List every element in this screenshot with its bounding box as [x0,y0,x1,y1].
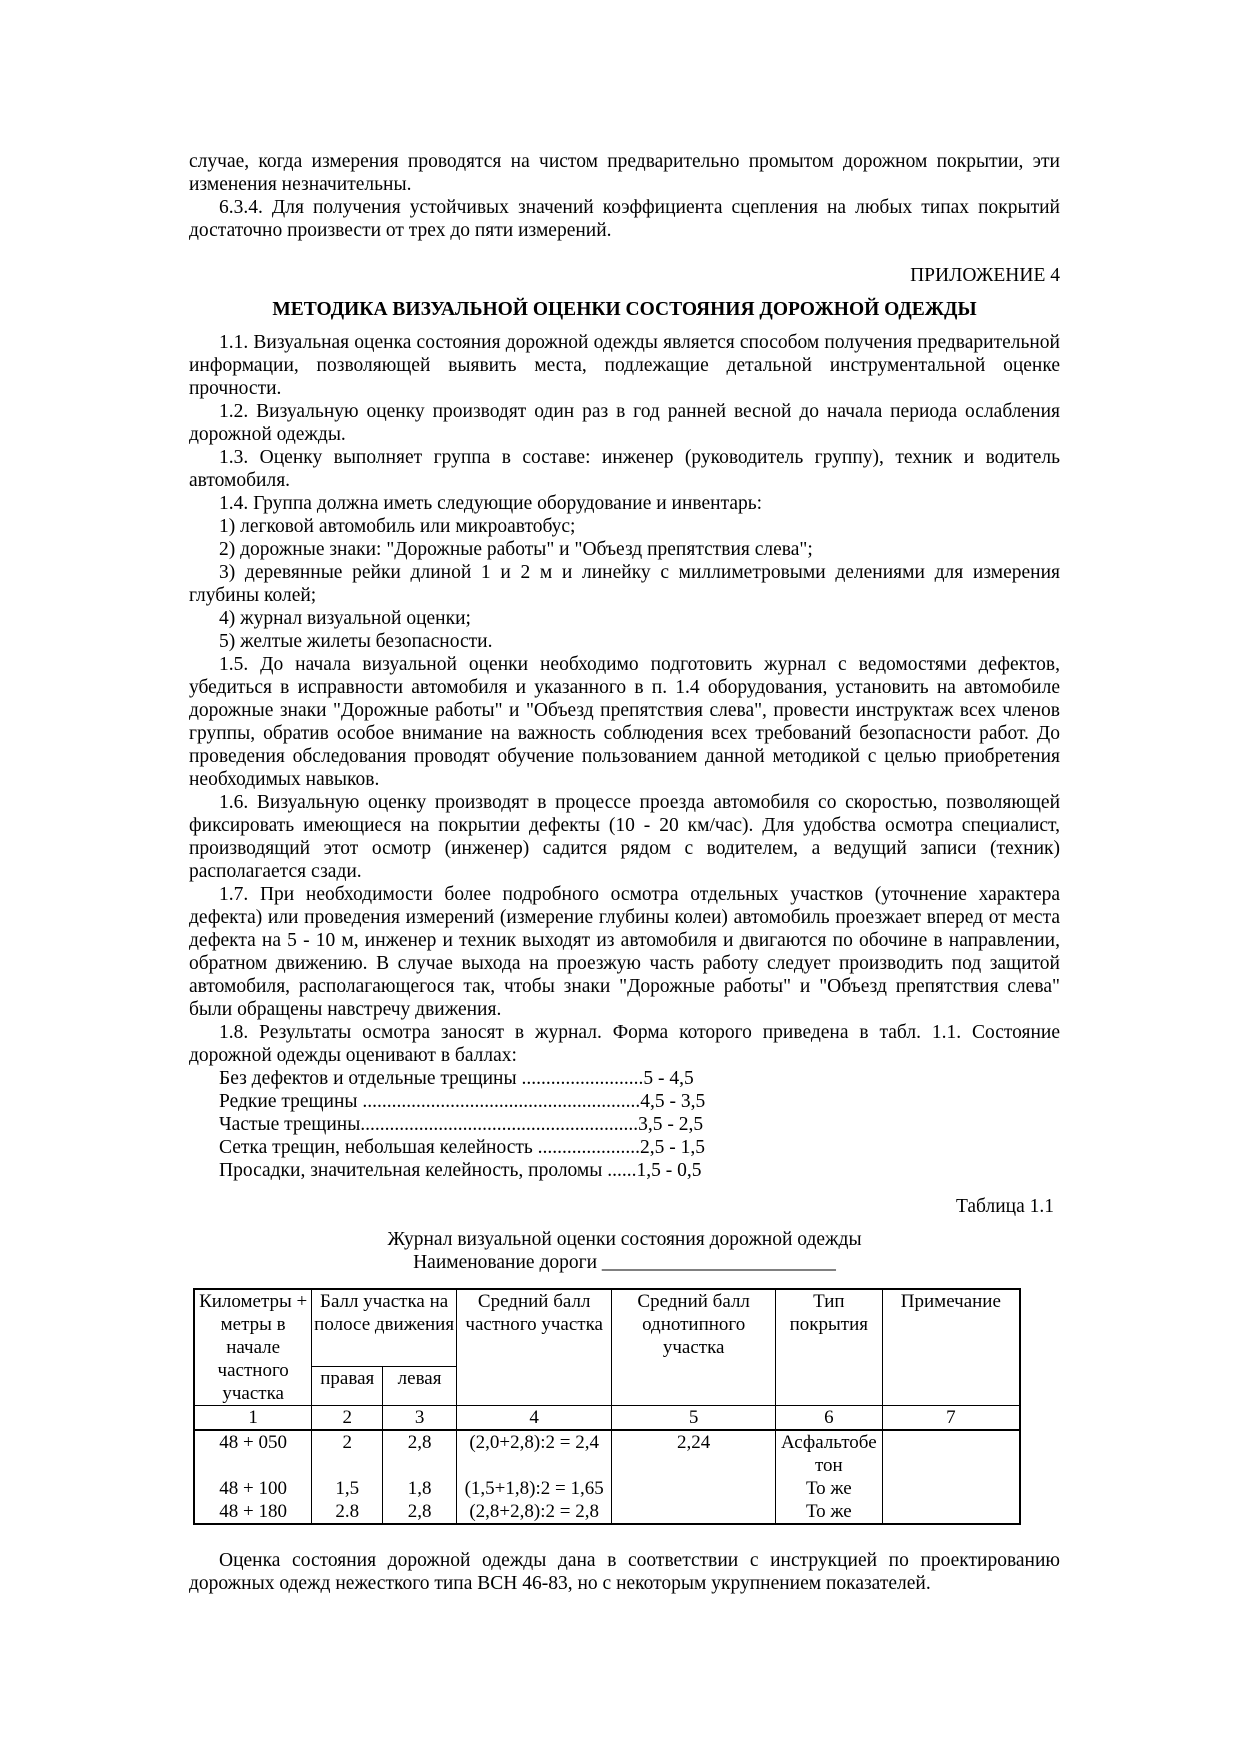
cell-km: 48 + 180 [194,1500,312,1524]
header-right: правая [312,1366,383,1405]
cell-surface: То же [775,1500,882,1524]
road-name-line: Наименование дороги ________________________ [413,1252,836,1273]
header-surface: Тип покрытия [775,1289,882,1406]
cell-surface: То же [775,1477,882,1500]
cell-avg-private: (2,8+2,8):2 = 2,8 [456,1500,611,1524]
paragraph-1-4: 1.4. Группа должна иметь следующие оборудование и инвентарь: [219,493,763,514]
cell-surface: Асфальтобетон [775,1430,882,1477]
column-number: 1 [194,1406,312,1431]
score-item: Редкие трещины .........................................................4,5 - 3,5 [219,1091,706,1112]
cell-right: 1,5 [312,1477,383,1500]
header-left: левая [383,1366,457,1405]
appendix-label: ПРИЛОЖЕНИЕ 4 [910,265,1060,286]
paragraph-1-1: 1.1. Визуальная оценка состояния дорожной одежды является способом получения предварительной информации, позволяющей выявить места, подлежащие детальной инструментальной оценке прочности. [189,332,1060,399]
header-note: Примечание [882,1289,1020,1406]
header-score-lane: Балл участка на полосе движения [312,1289,457,1366]
cell-km: 48 + 050 [194,1430,312,1477]
paragraph-1-3: 1.3. Оценку выполняет группа в составе: инженер (руководитель группу), техник и водитель автомобиля. [189,447,1060,491]
table-caption: Журнал визуальной оценки состояния дорожной одежды [387,1229,862,1250]
cell-note [882,1430,1020,1477]
closing-paragraph: Оценка состояния дорожной одежды дана в соответствии с инструкцией по проектированию дорожных одежд нежесткого типа ВСН 46-83, но с некоторым укрупнением показателей. [189,1550,1060,1594]
intro-paragraph-1: случае, когда измерения проводятся на чистом предварительно промытом дорожном покрытии, эти изменения незначительны. [189,151,1060,195]
cell-avg-same [612,1477,776,1500]
paragraph-1-6: 1.6. Визуальную оценку производят в процессе проезда автомобиля со скоростью, позволяющей фиксировать имеющиеся на покрытии дефекты (10 - 20 км/час). Для удобства осмотра специалист, производящий этот осмотр (инженер) садится рядом с водителем, а ведущий записи (техник) располагается сзади. [189,792,1060,882]
table-caption-block [189,1228,1060,1274]
page-title: МЕТОДИКА ВИЗУАЛЬНОЙ ОЦЕНКИ СОСТОЯНИЯ ДОРОЖНОЙ ОДЕЖДЫ [272,299,977,320]
cell-avg-same: 2,24 [612,1430,776,1477]
column-number: 4 [456,1406,611,1431]
paragraph-1-8: 1.8. Результаты осмотра заносят в журнал. Форма которого приведена в табл. 1.1. Состояние дорожной одежды оценивают в баллах: [189,1022,1060,1066]
table-row [194,1430,1020,1477]
paragraph-1-2: 1.2. Визуальную оценку производят один раз в год ранней весной до начала периода ослабления дорожной одежды. [189,401,1060,445]
column-number: 2 [312,1406,383,1431]
column-number: 7 [882,1406,1020,1431]
equipment-item-3: 3) деревянные рейки длиной 1 и 2 м и линейку с миллиметровыми делениями для измерения глубины колей; [189,562,1060,606]
score-item: Сетка трещин, небольшая келейность .....................2,5 - 1,5 [219,1137,706,1158]
equipment-item-4: 4) журнал визуальной оценки; [219,608,471,629]
journal-table [193,1288,1021,1525]
equipment-item-5: 5) желтые жилеты безопасности. [219,631,493,652]
header-avg-private: Средний балл частного участка [456,1289,611,1406]
equipment-item-2: 2) дорожные знаки: "Дорожные работы" и "Объезд препятствия слева"; [219,539,813,560]
table-number: Таблица 1.1 [955,1196,1054,1217]
document-page [189,150,1060,1595]
cell-right: 2.8 [312,1500,383,1524]
cell-avg-same [612,1500,776,1524]
header-km: Километры + метры в начале частного участка [194,1289,312,1406]
equipment-item-1: 1) легковой автомобиль или микроавтобус; [219,516,576,537]
column-number: 6 [775,1406,882,1431]
cell-note [882,1500,1020,1524]
cell-right: 2 [312,1430,383,1477]
cell-avg-private: (1,5+1,8):2 = 1,65 [456,1477,611,1500]
cell-left: 2,8 [383,1430,457,1477]
score-item: Частые трещины.........................................................3,5 - 2,5 [219,1114,704,1135]
cell-left: 1,8 [383,1477,457,1500]
intro-paragraph-2: 6.3.4. Для получения устойчивых значений коэффициента сцепления на любых типах покрытий достаточно произвести от трех до пяти измерений. [189,197,1060,241]
cell-km: 48 + 100 [194,1477,312,1500]
paragraph-1-7: 1.7. При необходимости более подробного осмотра отдельных участков (уточнение характера дефекта) или проведения измерений (измерение глубины колеи) автомобиль проезжает вперед от места дефекта на 5 - 10 м, инженер и техник выходят из автомобиля и двигаются по обочине в направлении, обратном движению. В случае выхода на проезжую часть работу следует производить под защитой автомобиля, располагающегося так, чтобы знаки "Дорожные работы" и "Объезд препятствия слева" были обращены навстречу движения. [189,884,1060,1020]
cell-avg-private: (2,0+2,8):2 = 2,4 [456,1430,611,1477]
score-item: Без дефектов и отдельные трещины .........................5 - 4,5 [219,1068,694,1089]
score-item: Просадки, значительная келейность, проломы ......1,5 - 0,5 [219,1160,702,1181]
cell-left: 2,8 [383,1500,457,1524]
column-number: 3 [383,1406,457,1431]
column-number: 5 [612,1406,776,1431]
header-avg-same: Средний балл однотипного участка [612,1289,776,1406]
table-row [194,1477,1020,1500]
cell-note [882,1477,1020,1500]
table-row [194,1500,1020,1524]
paragraph-1-5: 1.5. До начала визуальной оценки необходимо подготовить журнал с ведомостями дефектов, убедиться в исправности автомобиля и указанного в п. 1.4 оборудования, установить на автомобиле дорожные знаки "Дорожные работы" и "Объезд препятствия слева", провести инструктаж всех членов группы, обратив особое внимание на важность соблюдения всех требований безопасности работ. До проведения обследования проводят обучение пользованием данной методикой с целью приобретения необходимых навыков. [189,654,1060,790]
score-list [219,1067,1060,1182]
